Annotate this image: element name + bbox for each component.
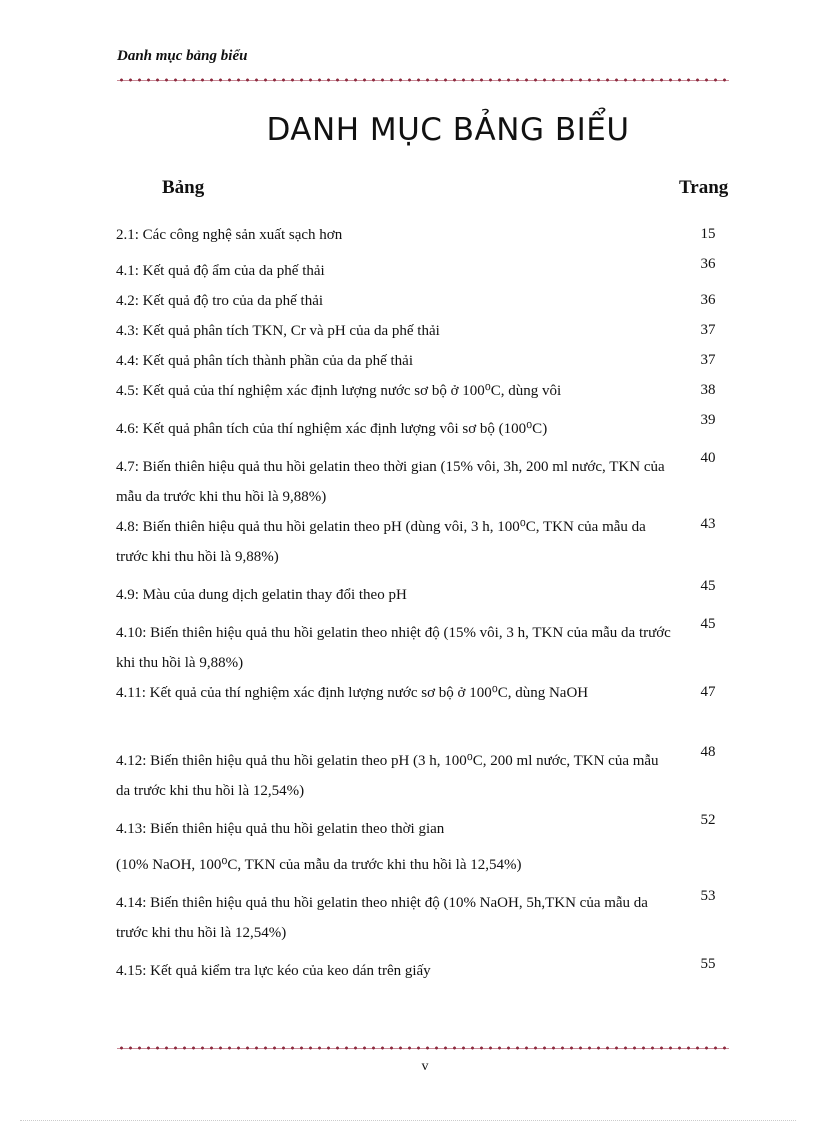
entry-page: 39 (700, 412, 716, 428)
entry-page: 47 (700, 684, 716, 700)
entry-label: 4.10: Biến thiên hiệu quả thu hồi gelatin theo nhiệt độ (15% vôi, 3 h, TKN của mẫu da trước khi thu hồi là 9,88%) (116, 625, 671, 671)
entry-label: 4.1: Kết quả độ ẩm của da phế thải (116, 263, 325, 279)
entry-label: 4.3: Kết quả phân tích TKN, Cr và pH của da phế thải (116, 323, 440, 339)
entry-label: 4.2: Kết quả độ tro của da phế thải (116, 293, 324, 309)
entry-label: (10% NaOH, 100⁰C, TKN của mẫu da trước khi thu hồi là 12,54%) (116, 857, 522, 873)
entry-page: 36 (700, 256, 716, 272)
entry-page: 40 (700, 450, 716, 466)
entry-page: 52 (700, 812, 716, 828)
bottom-decorative-rule (117, 1045, 729, 1051)
entry-label: 4.9: Màu của dung dịch gelatin thay đổi theo pH (116, 587, 407, 603)
footer-page-number: v (421, 1059, 429, 1074)
column-heading-page: Trang (679, 177, 729, 198)
entry-label: 4.15: Kết quả kiểm tra lực kéo của keo dán trên giấy (116, 963, 431, 979)
entry-page: 38 (700, 382, 716, 398)
entry-label: 4.5: Kết quả của thí nghiệm xác định lượng nước sơ bộ ở 100⁰C, dùng vôi (116, 383, 562, 399)
entry-page: 15 (700, 226, 716, 242)
entry-page: 53 (700, 888, 716, 904)
entry-label: 2.1: Các công nghệ sản xuất sạch hơn (116, 227, 343, 243)
entry-page: 45 (700, 616, 716, 632)
entry-label: 4.12: Biến thiên hiệu quả thu hồi gelatin theo pH (3 h, 100⁰C, 200 ml nước, TKN của mẫu da trước khi thu hồi là 12,54%) (116, 753, 659, 799)
entry-label: 4.8: Biến thiên hiệu quả thu hồi gelatin theo pH (dùng vôi, 3 h, 100⁰C, TKN của mẫu da trước khi thu hồi là 9,88%) (116, 519, 646, 565)
entry-page: 48 (700, 744, 716, 760)
page-bottom-border (20, 1120, 796, 1122)
entry-page: 43 (700, 516, 716, 532)
running-header-title: Danh mục bảng biểu (117, 48, 248, 64)
entry-page: 45 (700, 578, 716, 594)
top-decorative-rule (117, 77, 729, 83)
entry-label: 4.7: Biến thiên hiệu quả thu hồi gelatin theo thời gian (15% vôi, 3h, 200 ml nước, TKN của mẫu da trước khi thu hồi là 9,88%) (116, 459, 665, 505)
entry-page: 36 (700, 292, 716, 308)
entry-page: 55 (700, 956, 716, 972)
entry-label: 4.11: Kết quả của thí nghiệm xác định lượng nước sơ bộ ở 100⁰C, dùng NaOH (116, 685, 589, 701)
column-heading-table: Bảng (162, 177, 205, 198)
entry-page: 37 (700, 322, 716, 338)
entry-label: 4.6: Kết quả phân tích của thí nghiệm xác định lượng vôi sơ bộ (100⁰C) (116, 421, 548, 437)
entry-label: 4.4: Kết quả phân tích thành phần của da phế thải (116, 353, 413, 369)
entry-page: 37 (700, 352, 716, 368)
entry-label: 4.13: Biến thiên hiệu quả thu hồi gelatin theo thời gian (116, 821, 445, 837)
entry-label: 4.14: Biến thiên hiệu quả thu hồi gelatin theo nhiệt độ (10% NaOH, 5h,TKN của mẫu da trước khi thu hồi là 12,54%) (116, 895, 648, 941)
page-title: DANH MỤC BẢNG BIỂU (266, 112, 630, 148)
